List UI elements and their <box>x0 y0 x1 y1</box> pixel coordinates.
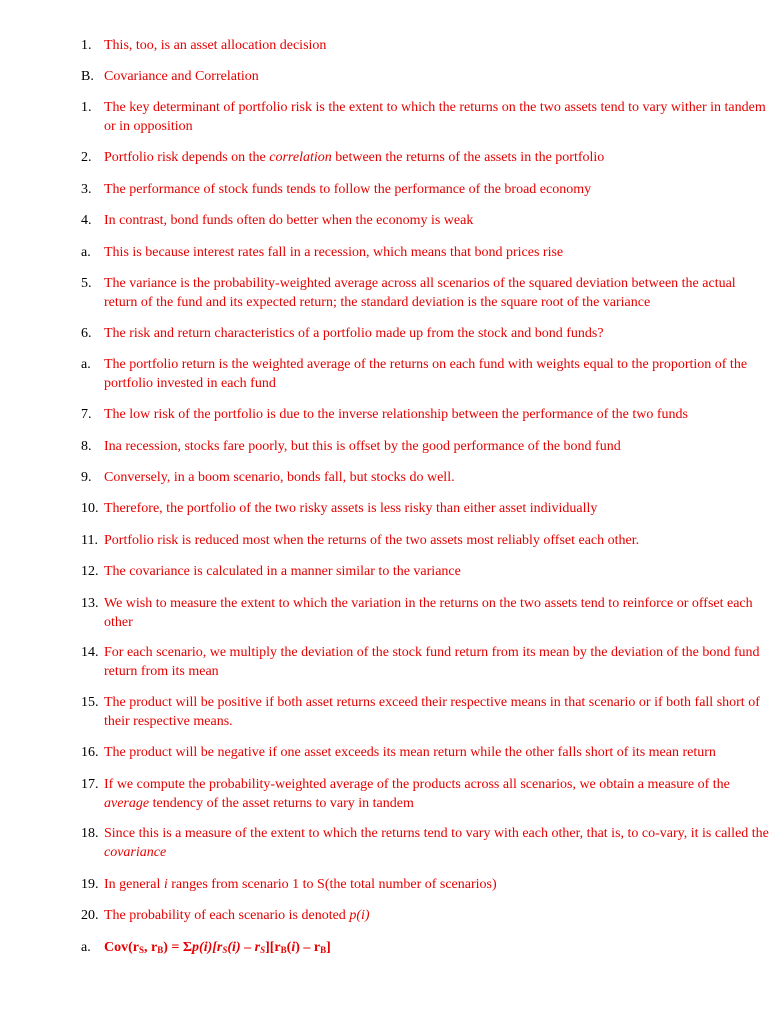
item-marker: 18. <box>81 826 99 841</box>
item-marker: 12. <box>81 564 99 579</box>
item-text: The probability of each scenario is denoted p(i) <box>104 908 370 923</box>
item-marker: 10. <box>81 501 99 516</box>
item-marker: 17. <box>81 777 99 792</box>
item-text: This is because interest rates fall in a recession, which means that bond prices rise <box>104 245 564 260</box>
item-text: Since this is a measure of the extent to which the returns tend to vary with each other, that is, to co-vary, it is called the covariance <box>104 826 769 860</box>
item-marker: 11. <box>81 533 98 548</box>
item-marker: 1. <box>81 100 92 115</box>
item-marker: 3. <box>81 182 92 197</box>
item-marker: 6. <box>81 326 92 341</box>
item-marker: 7. <box>81 407 92 422</box>
item-marker: 9. <box>81 470 92 485</box>
item-text: The variance is the probability-weighted average across all scenarios of the squared deviation between the actual return of the fund and its expected return; the standard deviation is the square root of the variance <box>104 276 736 310</box>
item-text: The portfolio return is the weighted average of the returns on each fund with weights equal to the proportion of the portfolio invested in each fund <box>104 357 748 391</box>
item-marker: B. <box>81 69 94 84</box>
formula-text: $Cov(r_S$, $r_B) = \Sigma p(i)[r_S(i) - r_S][r_B(i) - r_B]$ <box>104 940 331 955</box>
item-text: Ina recession, stocks fare poorly, but this is offset by the good performance of the bond fund <box>104 439 621 454</box>
item-text: The risk and return characteristics of a portfolio made up from the stock and bond funds? <box>104 326 604 341</box>
item-text: This, too, is an asset allocation decision <box>104 38 327 53</box>
item-marker: 20. <box>81 908 99 923</box>
item-marker: 13. <box>81 596 99 611</box>
item-marker: 4. <box>81 213 92 228</box>
item-text: The performance of stock funds tends to follow the performance of the broad economy <box>104 182 592 197</box>
item-marker: 8. <box>81 439 92 454</box>
item-marker: a. <box>81 245 91 260</box>
item-marker: 2. <box>81 150 92 165</box>
item-text: Therefore, the portfolio of the two risky assets is less risky than either asset individually <box>104 501 598 516</box>
item-text: Portfolio risk depends on the correlation between the returns of the assets in the portfolio <box>104 150 605 165</box>
item-marker: 15. <box>81 695 99 710</box>
item-text: We wish to measure the extent to which the variation in the returns on the two assets tend to reinforce or offset each other <box>104 596 753 630</box>
item-text: If we compute the probability-weighted average of the products across all scenarios, we obtain a measure of the average tendency of the asset returns to vary in tandem <box>104 777 730 811</box>
item-marker: a. <box>81 357 91 372</box>
item-text: The product will be negative if one asset exceeds its mean return while the other falls short of its mean return <box>104 745 716 760</box>
item-text: Covariance and Correlation <box>104 69 259 84</box>
item-marker: 5. <box>81 276 92 291</box>
item-text: The covariance is calculated in a manner similar to the variance <box>104 564 461 579</box>
item-text: Portfolio risk is reduced most when the returns of the two assets most reliably offset each other. <box>104 533 640 548</box>
item-marker: 19. <box>81 877 99 892</box>
item-text: The key determinant of portfolio risk is the extent to which the returns on the two assets tend to vary wither in tandem or in opposition <box>104 100 766 134</box>
item-text: Conversely, in a boom scenario, bonds fall, but stocks do well. <box>104 470 455 485</box>
item-text: For each scenario, we multiply the deviation of the stock fund return from its mean by the deviation of the bond fund return from its mean <box>104 645 760 679</box>
item-marker: 14. <box>81 645 99 660</box>
item-marker: a. <box>81 940 91 955</box>
item-text: In contrast, bond funds often do better when the economy is weak <box>104 213 474 228</box>
item-marker: 1. <box>81 38 92 53</box>
item-text: The low risk of the portfolio is due to the inverse relationship between the performance of the two funds <box>104 407 688 422</box>
item-text: In general i ranges from scenario 1 to S(the total number of scenarios) <box>104 877 497 892</box>
item-text: The product will be positive if both asset returns exceed their respective means in that scenario or if both fall short of their respective means. <box>104 695 760 729</box>
item-marker: 16. <box>81 745 99 760</box>
